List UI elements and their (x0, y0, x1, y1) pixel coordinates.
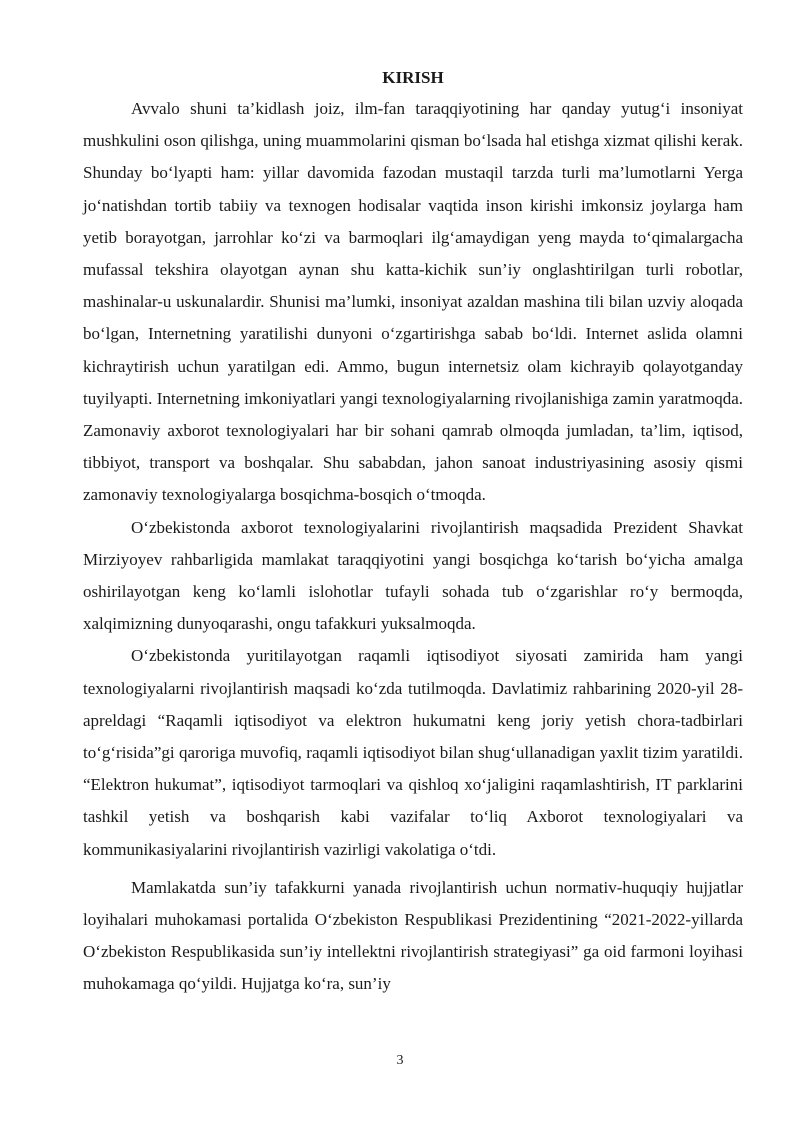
paragraph-digital-economy: O‘zbekistonda yuritilayotgan raqamli iqtisodiyot siyosati zamirida ham yangi texnologiyalarni rivojlantirish maqsadi ko‘zda tutilmoqda. Davlatimiz rahbarining 2020-yil 28-apreldagi “Raqamli iqtisodiyot va elektron hukumatni keng joriy yetish chora-tadbirlari to‘g‘risida”gi qaroriga muvofiq, raqamli iqtisodiyot bilan shug‘ullanadigan yaxlit tizim yaratildi. “Elektron hukumat”, iqtisodiyot tarmoqlari va qishloq xo‘jaligini raqamlashtirish, IT parklarini tashkil yetish va boshqarish kabi vazifalar to‘liq Axborot texnologiyalari va kommunikasiyalarini rivojlantirish vazirligi vakolatiga o‘tdi. (83, 646, 743, 859)
page-number: 3 (396, 1053, 404, 1068)
page-content (83, 66, 743, 1001)
paragraph-it-development: O‘zbekistonda axborot texnologiyalarini rivojlantirish maqsadida Prezident Shavkat Mirziyoyev rahbarligida mamlakat taraqqiyotini yangi bosqichga ko‘tarish bo‘yicha amalga oshirilayotgan keng ko‘lamli islohotlar tufayli sohada tub o‘zgarishlar ro‘y bermoqda, xalqimizning dunyoqarashi, ongu tafakkuri yuksalmoqda. (83, 517, 743, 634)
section-title: KIRISH (382, 68, 444, 87)
paragraph-introduction: Avvalo shuni ta’kidlash joiz, ilm-fan taraqqiyotining har qanday yutug‘i insoniyat mushkulini oson qilishga, uning muammolarini qisman bo‘lsada hal etishga xizmat qilishi kerak. Shunday bo‘lyapti ham: yillar davomida fazodan mustaqil tarzda turli ma’lumotlarni Yerga jo‘natishdan tortib tabiiy va texnogen hodisalar vaqtida inson kirishi imkonsiz joylarga ham yetib borayotgan, jarrohlar ko‘zi va barmoqlari ilg‘amaydigan yeng mayda to‘qimalargacha mufassal tekshira olayotgan aynan shu katta-kichik sun’iy onglashtirilgan turli robotlar, mashinalar-u uskunalardir. Shunisi ma’lumki, insoniyat azaldan mashina tili bilan uzviy aloqada bo‘lgan, Internetning yaratilishi dunyoni o‘zgartirishga sabab bo‘ldi. Internet aslida olamni kichraytirish uchun yaratilgan edi. Ammo, bugun internetsiz olam kichrayib qolayotganday tuyilyapti. Internetning imkoniyatlari yangi texnologiyalarning rivojlanishiga zamin yaratmoqda. Zamonaviy axborot texnologiyalari har bir sohani qamrab olmoqda jumladan, ta’lim, iqtisod, tibbiyot, transport va boshqalar. Shu sababdan, jahon sanoat industriyasining asosiy qismi zamonaviy texnologiyalarga bosqichma-bosqich o‘tmoqda. (83, 99, 743, 505)
paragraph-ai-strategy: Mamlakatda sun’iy tafakkurni yanada rivojlantirish uchun normativ-huquqiy hujjatlar loyihalari muhokamasi portalida O‘zbekiston Respublikasi Prezidentining “2021-2022-yillarda O‘zbekiston Respublikasida sun’iy intellektni rivojlantirish strategiyasi” ga oid farmoni loyihasi muhokamaga qo‘yildi. Hujjatga ko‘ra, sun’iy (83, 877, 743, 994)
